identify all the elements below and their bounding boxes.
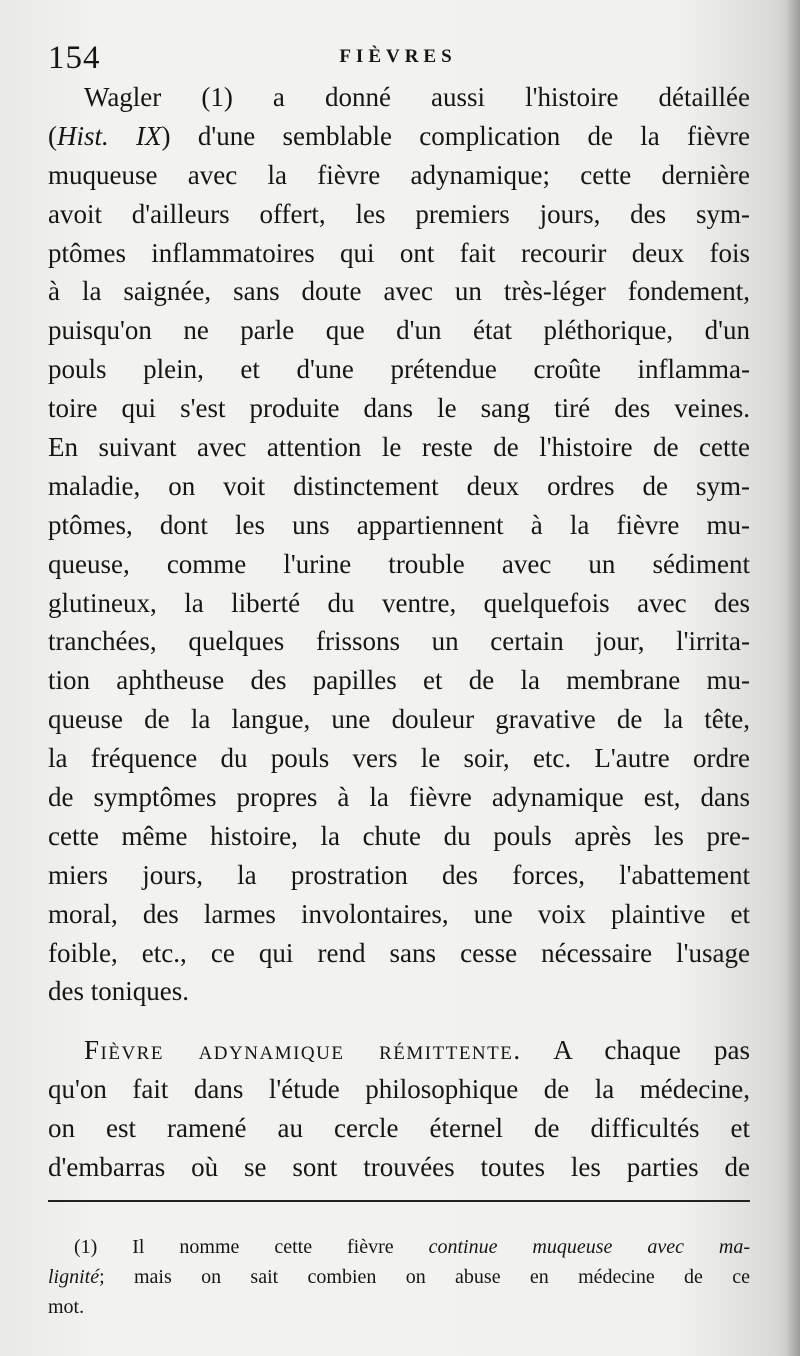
text-line: muqueuse avec la fièvre adynamique; cette dernière bbox=[48, 159, 750, 190]
text-line: miers jours, la prostration des forces, l'abattement bbox=[48, 859, 750, 890]
text-line: En suivant avec attention le reste de l'histoire de cette bbox=[48, 432, 750, 463]
text-line: cette même histoire, la chute du pouls après les pre- bbox=[48, 820, 750, 851]
text-line: foible, etc., ce qui rend sans cesse nécessaire l'usage bbox=[48, 937, 750, 968]
text-line: glutineux, la liberté du ventre, quelquefois avec des bbox=[48, 587, 750, 618]
footnote-lead: (1) Il nomme cette fièvre bbox=[74, 1236, 394, 1258]
hist-reference: Hist. IX bbox=[57, 120, 162, 151]
text-line: Wagler (1) a donné aussi l'histoire détaillée bbox=[84, 82, 750, 112]
text-fragment: A chaque pas bbox=[553, 1035, 750, 1066]
text-line: maladie, on voit distinctement deux ordres de sym- bbox=[48, 470, 750, 501]
running-title: FIÈVRES bbox=[339, 46, 457, 67]
text-line: tion aphtheuse des papilles et de la membrane mu- bbox=[48, 665, 750, 696]
footnote-italic: continue muqueuse avec ma- bbox=[428, 1236, 750, 1258]
text-line: d'embarras où se sont trouvées toutes les parties de bbox=[48, 1152, 750, 1183]
footnote-line bbox=[48, 1262, 750, 1292]
text-line: la fréquence du pouls vers le soir, etc. L'autre ordre bbox=[48, 743, 750, 774]
text-line: tranchées, quelques frissons un certain jour, l'irrita- bbox=[48, 626, 750, 657]
body-text bbox=[48, 78, 750, 1187]
page-number: 154 bbox=[48, 40, 101, 76]
footnote bbox=[48, 1232, 750, 1322]
footnote-rule bbox=[48, 1200, 750, 1202]
section-heading: Fièvre adynamique rémittente. bbox=[84, 1035, 522, 1066]
text-line: à la saignée, sans doute avec un très-léger fondement, bbox=[48, 276, 750, 307]
text-line: avoit d'ailleurs offert, les premiers jours, des sym- bbox=[48, 198, 750, 229]
text-line: ptômes inflammatoires qui ont fait recourir deux fois bbox=[48, 237, 750, 268]
text-line: toire qui s'est produite dans le sang tiré des veines. bbox=[48, 393, 750, 424]
section-heading-line bbox=[48, 1031, 750, 1070]
footnote-line: mot. bbox=[48, 1296, 85, 1318]
text-line: queuse de la langue, une douleur gravative de la tête, bbox=[48, 704, 750, 735]
text-line: de symptômes propres à la fièvre adynamique est, dans bbox=[48, 782, 750, 813]
page-edge-shadow bbox=[786, 0, 800, 1356]
text-line: pouls plein, et d'une prétendue croûte inflamma- bbox=[48, 354, 750, 385]
text-line: (Hist. IX) d'une semblable complication de la fièvre bbox=[48, 120, 750, 151]
text-line: queuse, comme l'urine trouble avec un sédiment bbox=[48, 548, 750, 579]
text-line: qu'on fait dans l'étude philosophique de la médecine, bbox=[48, 1074, 750, 1105]
text-line: des toniques. bbox=[48, 976, 189, 1007]
text-line: puisqu'on ne parle que d'un état pléthorique, d'un bbox=[48, 315, 750, 346]
footnote-line bbox=[48, 1232, 750, 1262]
footnote-italic: lignité bbox=[48, 1266, 100, 1288]
text-line: moral, des larmes involontaires, une voix plaintive et bbox=[48, 898, 750, 929]
text-line: on est ramené au cercle éternel de difficultés et bbox=[48, 1113, 750, 1144]
text-line: ptômes, dont les uns appartiennent à la fièvre mu- bbox=[48, 509, 750, 540]
footnote-text: ; mais on sait combien on abuse en médecine de ce bbox=[99, 1266, 750, 1288]
running-head bbox=[48, 40, 748, 80]
paragraph-gap bbox=[48, 1011, 750, 1031]
